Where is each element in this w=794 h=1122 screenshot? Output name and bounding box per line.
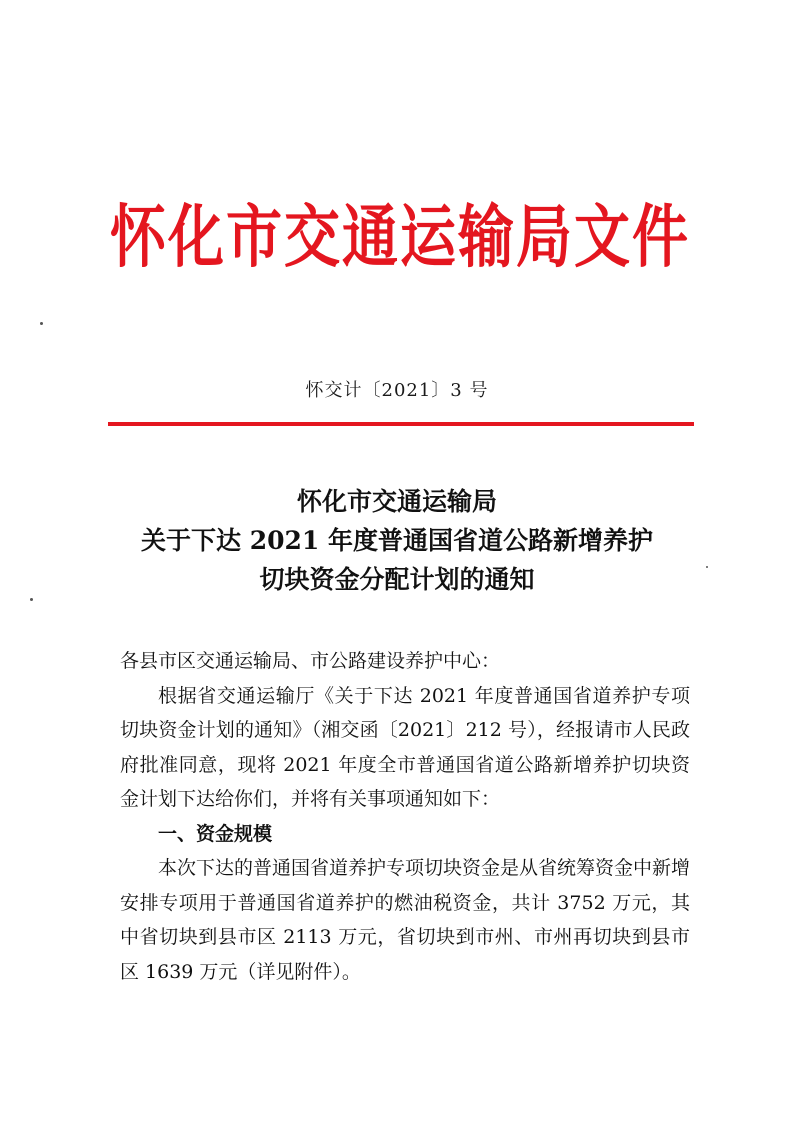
scan-speck <box>40 322 43 325</box>
notice-body <box>120 644 690 989</box>
document-number: 怀交计〔2021〕3 号 <box>305 380 489 401</box>
scan-speck <box>706 566 708 568</box>
salutation: 各县市区交通运输局、市公路建设养护中心： <box>120 650 501 672</box>
notice-title-line: 关于下达 2021 年度普通国省道公路新增养护 <box>141 526 653 555</box>
notice-title <box>90 482 704 599</box>
masthead-title: 怀化市交通运输局文件 <box>110 198 690 278</box>
section-heading: 一、资金规模 <box>158 822 273 845</box>
red-divider-line <box>108 422 694 426</box>
notice-title-line: 怀化市交通运输局 <box>296 487 497 516</box>
notice-title-line: 切块资金分配计划的通知 <box>259 565 535 594</box>
scan-speck <box>30 598 33 601</box>
intro-paragraph: 根据省交通运输厅《关于下达 2021 年度普通国省道养护专项切块资金计划的通知》（湘交函〔2021〕212 号），经报请市人民政府批准同意，现将 2021 年度全市普通国省道公路新增养护切块资金计划下达给你们，并将有关事项通知如下： <box>120 684 690 810</box>
section-paragraph: 本次下达的普通国省道养护专项切块资金是从省统筹资金中新增安排专项用于普通国省道养护的燃油税资金，共计 3752 万元，其中省切块到县市区 2113 万元，省切块到市州、市州再切块到县市区 1639 万元（详见附件）。 <box>120 857 691 983</box>
